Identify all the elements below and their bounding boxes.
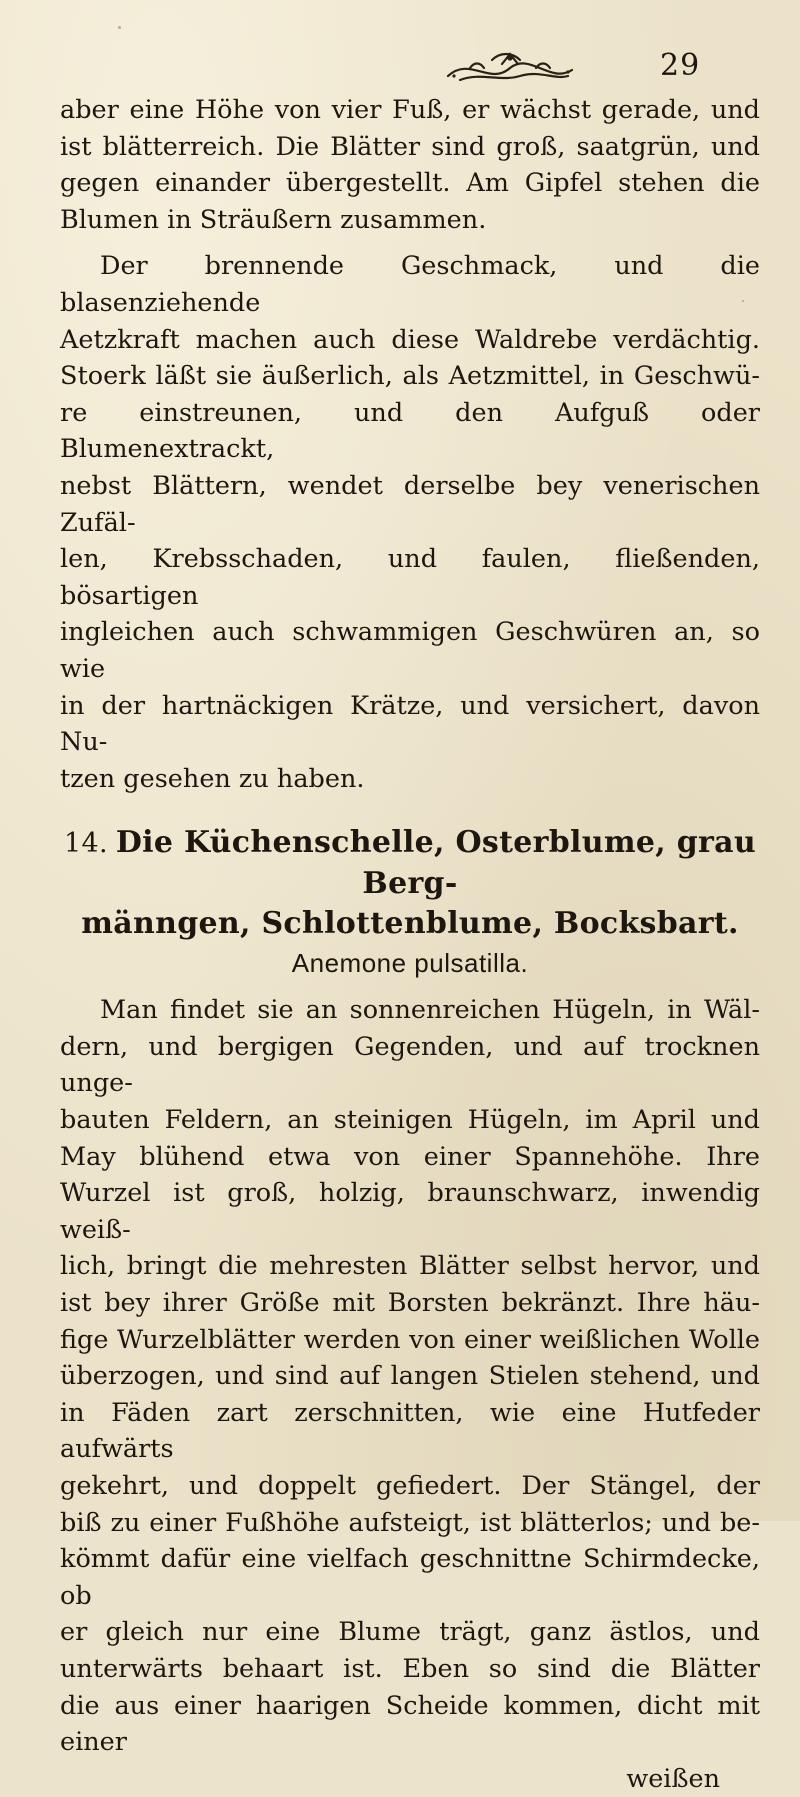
section-14-heading — [60, 823, 760, 982]
text-line: in Fäden zart zerschnitten, wie eine Hutfeder aufwärts — [60, 1397, 760, 1465]
catchword: weißen — [626, 1763, 720, 1794]
paragraph-1 — [60, 92, 760, 238]
section-number: 14. — [63, 828, 108, 860]
paragraph-3 — [60, 992, 760, 1797]
text-line: ist blätterreich. Die Blätter sind groß, saatgrün, und — [60, 131, 760, 162]
text-line: biß zu einer Fußhöhe aufsteigt, ist blätterlos; und be- — [60, 1507, 760, 1538]
section-title — [60, 823, 760, 904]
text-line: kömmt dafür eine vielfach geschnittne Schirmdecke, ob — [60, 1544, 760, 1611]
text-line: gekehrt, und doppelt gefiedert. Der Stängel, der — [60, 1471, 760, 1501]
paper-speck — [420, 1490, 423, 1492]
text-line: lich, bringt die mehresten Blätter selbst hervor, und — [60, 1251, 760, 1282]
text-line: dern, und bergigen Gegenden, und auf trocknen unge- — [60, 1031, 760, 1099]
text-line: gegen einander übergestellt. Am Gipfel stehen die — [60, 168, 760, 199]
text-line: Blumen in Sträußern zusammen. — [60, 204, 487, 235]
text-line: Wurzel ist groß, holzig, braunschwarz, inwendig weiß- — [60, 1178, 760, 1245]
text-line: Stoerk läßt sie äußerlich, als Aetzmittel, in Geschwü- — [60, 361, 760, 392]
text-line: Der brennende Geschmack, und die blasenziehende — [60, 251, 760, 318]
page-number: 29 — [660, 48, 701, 83]
section-title-line-1: Die Küchenschelle, Osterblume, grau Berg- — [115, 825, 757, 902]
text-line: len, Krebsschaden, und faulen, fließenden, bösartigen — [60, 544, 760, 611]
text-line: in der hartnäckigen Krätze, und versichert, davon Nu- — [60, 690, 760, 758]
text-line: unterwärts behaart ist. Eben so sind die Blätter — [60, 1653, 760, 1684]
text-line: aber eine Höhe von vier Fuß, er wächst gerade, und — [60, 95, 760, 125]
text-line: überzogen, und sind auf langen Stielen stehend, und — [60, 1361, 760, 1392]
text-line: die aus einer haarigen Scheide kommen, dicht mit einer — [60, 1690, 760, 1758]
text-line: nebst Blättern, wendet derselbe bey venerischen Zufäl- — [60, 470, 760, 538]
text-line: bauten Feldern, an steinigen Hügeln, im April und — [60, 1105, 760, 1136]
text-line: ingleichen auch schwammigen Geschwüren an, so wie — [60, 617, 760, 684]
latin-name: Anemone pulsatilla. — [291, 948, 529, 979]
paragraph-2 — [60, 248, 760, 797]
text-line: fige Wurzelblätter werden von einer weißlichen Wolle — [60, 1324, 760, 1355]
section-title-line-2: männgen, Schlottenblume, Bocksbart. — [81, 906, 739, 942]
decorative-vignette-icon — [440, 46, 580, 88]
body-text — [60, 92, 760, 1797]
text-line: re einstreunen, und den Aufguß oder Blumenextrackt, — [60, 397, 760, 465]
text-line: tzen gesehen zu haben. — [60, 763, 365, 794]
paper-speck — [118, 26, 121, 29]
text-line: er gleich nur eine Blume trägt, ganz ästlos, und — [60, 1617, 760, 1648]
text-line: ist bey ihrer Größe mit Borsten bekränzt. Ihre häu- — [60, 1288, 760, 1319]
text-line: May blühend etwa von einer Spannehöhe. Ihre — [60, 1141, 760, 1172]
paper-speck — [742, 300, 744, 302]
text-line: Aetzkraft machen auch diese Waldrebe verdächtig. — [60, 324, 760, 355]
text-line: Man findet sie an sonnenreichen Hügeln, in Wäl- — [100, 995, 760, 1026]
